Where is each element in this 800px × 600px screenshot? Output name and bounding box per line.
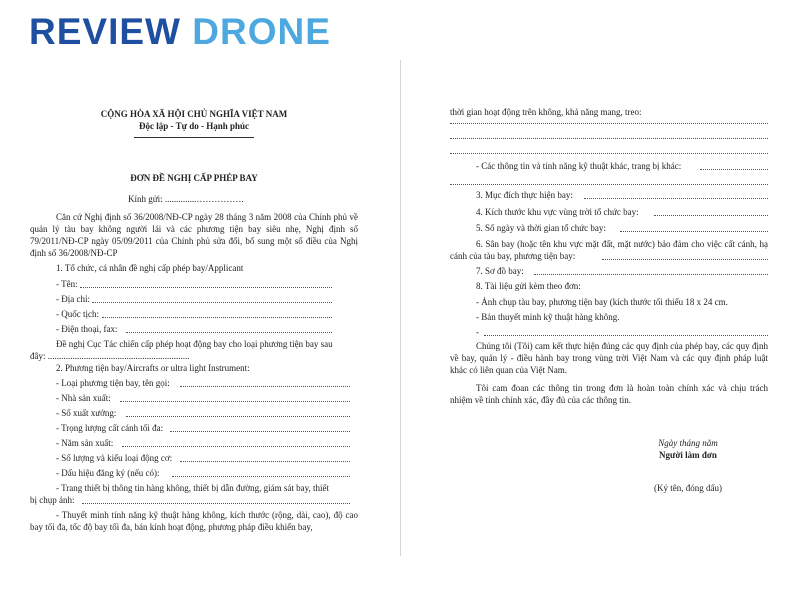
equipment-field[interactable] xyxy=(82,503,350,504)
logo-word-drone: DRONE xyxy=(192,11,331,52)
signature-date: Ngày tháng năm xyxy=(658,438,718,448)
airfield-field[interactable] xyxy=(602,259,768,260)
serial-number-label: - Số xuất xưởng: xyxy=(56,408,117,418)
section-2-heading: 2. Phương tiện bay/Aircrafts or ultra light Instrument: xyxy=(56,363,250,373)
registration-mark-label: - Dấu hiệu đăng ký (nếu có): xyxy=(56,468,160,478)
applicant-nationality-label: - Quốc tịch: xyxy=(56,309,99,319)
applicant-name-field[interactable] xyxy=(80,287,332,288)
attachment-other-dash: - xyxy=(476,327,479,337)
kinh-gui: Kính gửi: ..............……………. xyxy=(128,194,244,204)
request-text-line2: đây: ............................................................... xyxy=(30,351,190,361)
attachment-other-field[interactable] xyxy=(484,335,768,336)
engine-label: - Số lượng và kiểu loại động cơ: xyxy=(56,453,173,463)
manufacture-year-label: - Năm sản xuất: xyxy=(56,438,114,448)
signature-instruction: (Ký tên, đóng dấu) xyxy=(654,483,722,493)
applicant-name-label: - Tên: xyxy=(56,279,78,289)
tech-blank-line-3[interactable] xyxy=(450,153,768,154)
max-takeoff-weight-field[interactable] xyxy=(170,431,350,432)
applicant-nationality-field[interactable] xyxy=(102,317,332,318)
tech-blank-line-1[interactable] xyxy=(450,123,768,124)
national-heading: CỘNG HÒA XÃ HỘI CHỦ NGHĨA VIỆT NAM xyxy=(100,109,288,119)
flight-days-field[interactable] xyxy=(620,231,768,232)
request-text-line1: Đề nghị Cục Tác chiến cấp phép hoạt động bay cho loại phương tiện bay sau xyxy=(56,339,333,349)
engine-field[interactable] xyxy=(180,461,350,462)
registration-mark-field[interactable] xyxy=(172,476,350,477)
serial-number-field[interactable] xyxy=(126,416,350,417)
other-specs-label: - Các thông tin và tính năng kỹ thuật khác, trang bị khác: xyxy=(476,161,682,171)
aircraft-type-label: - Loại phương tiện bay, tên gọi: xyxy=(56,378,170,388)
applicant-signature-title: Người làm đơn xyxy=(659,450,717,460)
form-title: ĐƠN ĐỀ NGHỊ CẤP PHÉP BAY xyxy=(130,173,258,183)
attachment-photo: - Ảnh chụp tàu bay, phương tiện bay (kích thước tối thiểu 18 x 24 cm. xyxy=(476,297,728,307)
applicant-address-label: - Địa chỉ: xyxy=(56,294,90,304)
max-takeoff-weight-label: - Trọng lượng cất cánh tối đa: xyxy=(56,423,164,433)
airspace-size-field[interactable] xyxy=(654,215,768,216)
equipment-line1: - Trang thiết bị thông tin hàng không, thiết bị dẫn đường, giám sát bay, thiết xyxy=(56,483,330,493)
equipment-line2: bị chụp ảnh: xyxy=(30,495,75,505)
logo-word-review: REVIEW xyxy=(29,11,181,52)
other-specs-blank-line[interactable] xyxy=(450,184,768,185)
section-1-heading: 1. Tổ chức, cá nhân đề nghị cấp phép bay/Applicant xyxy=(56,263,244,273)
manufacturer-field[interactable] xyxy=(120,401,350,402)
attachment-technical-description: - Bản thuyết minh kỹ thuật hàng không. xyxy=(476,312,620,322)
aircraft-type-field[interactable] xyxy=(180,386,350,387)
other-specs-field[interactable] xyxy=(700,169,768,170)
technical-description-paragraph: - Thuyết minh tính năng kỹ thuật hàng không, kích thước (rộng, dài, cao), độ cao bay tối đa, tốc độ bay tối đa, bán kính hoạt động, phương pháp điều khiển bay, xyxy=(30,510,358,532)
section-5-flight-days: 5. Số ngày và thời gian tổ chức bay: xyxy=(476,223,606,233)
commitment-paragraph: Chúng tôi (Tôi) cam kết thực hiện đúng các quy định của phép bay, các quy định về bay, quản lý - điều hành bay trong vùng trời Việt Nam và các quy định pháp luật khác có liên quan của Việt Nam. xyxy=(450,341,768,375)
tech-blank-line-2[interactable] xyxy=(450,138,768,139)
manufacture-year-field[interactable] xyxy=(122,446,350,447)
declaration-paragraph: Tôi cam đoan các thông tin trong đơn là hoàn toàn chính xác và chịu trách nhiệm về tính chính xác, đầy đủ của các thông tin. xyxy=(450,383,768,405)
flight-map-field[interactable] xyxy=(534,274,768,275)
preamble-paragraph: Căn cứ Nghị định số 36/2008/NĐ-CP ngày 28 tháng 3 năm 2008 của Chính phủ về quản lý tàu bay không người lái và các phương tiện bay siêu nhẹ, Nghị định số 79/2011/NĐ-CP ngày 05/09/2011 của Chính phủ sửa đổi, bổ sung một số điều của Nghị định số 36/2008/NĐ-CP xyxy=(30,212,358,258)
flight-purpose-field[interactable] xyxy=(584,198,768,199)
heading-rule xyxy=(134,137,254,138)
section-7-flight-map: 7. Sơ đồ bay: xyxy=(476,266,524,276)
applicant-phone-label: - Điện thoại, fax: xyxy=(56,324,118,334)
page-divider xyxy=(400,60,401,556)
manufacturer-label: - Nhà sản xuất: xyxy=(56,393,111,403)
applicant-phone-field[interactable] xyxy=(126,332,332,333)
national-motto: Độc lập - Tự do - Hạnh phúc xyxy=(138,121,249,131)
applicant-address-field[interactable] xyxy=(92,302,332,303)
section-3-flight-purpose: 3. Mục đích thực hiện bay: xyxy=(476,190,573,200)
review-drone-logo xyxy=(29,10,331,54)
section-8-attachments: 8. Tài liệu gửi kèm theo đơn: xyxy=(476,281,581,291)
section-6-airfield: 6. Sân bay (hoặc tên khu vực mặt đất, mặt nước) bảo đảm cho việc cất cánh, hạ cánh của tàu bay, phương tiện bay: xyxy=(450,239,768,261)
technical-description-cont: thời gian hoạt động trên không, khả năng mang, treo: xyxy=(450,107,642,117)
section-4-airspace-size: 4. Kích thước khu vực vùng trời tổ chức bay: xyxy=(476,207,639,217)
